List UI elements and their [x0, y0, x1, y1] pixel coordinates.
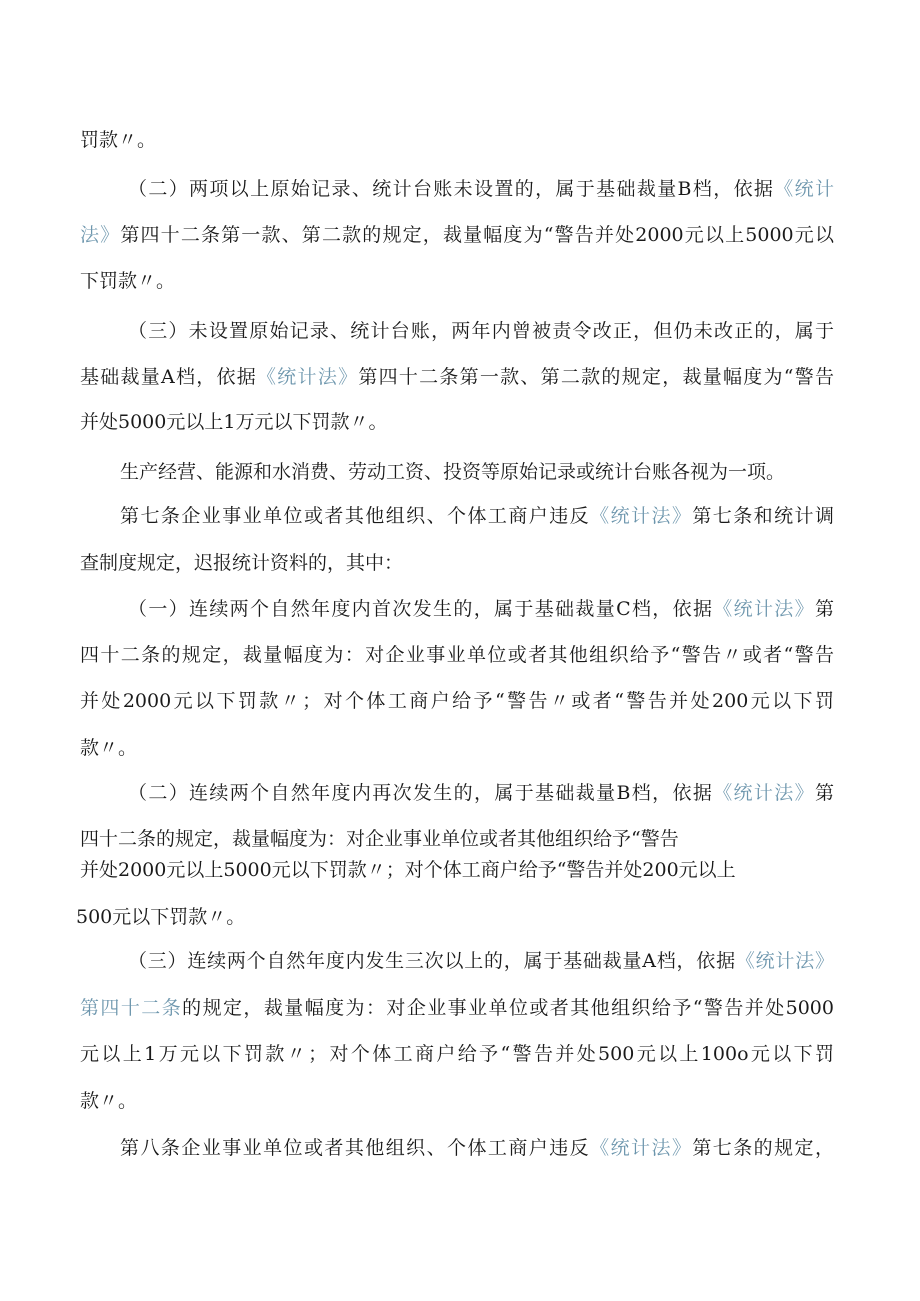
line-23: 第八条企业事业单位或者其他组织、个体工商户违反《统计法》第七条的规定，: [120, 1137, 834, 1159]
statute-link[interactable]: 《统计法》: [713, 598, 815, 620]
line-13: 并处2000元以下罚款〃；对个体工商户给予“警告〃或者“警告并处200元以下罚: [80, 690, 834, 712]
line-16: 四十二条的规定，裁量幅度为：对企业事业单位或者其他组织给予“警告: [80, 828, 679, 850]
line-11: （一）连续两个自然年度内首次发生的，属于基础裁量C档，依据《统计法》第: [128, 598, 834, 620]
line-12: 四十二条的规定，裁量幅度为：对企业事业单位或者其他组织给予“警告〃或者“警告: [80, 644, 834, 666]
line-15: （二）连续两个自然年度内再次发生的，属于基础裁量B档，依据《统计法》第: [128, 782, 834, 804]
line-20: 第四十二条的规定，裁量幅度为：对企业事业单位或者其他组织给予“警告并处5000: [80, 997, 834, 1019]
line-04: 下罚款〃。: [80, 270, 176, 292]
line-02: （二）两项以上原始记录、统计台账未设置的，属于基础裁量B档，依据《统计: [128, 178, 834, 200]
statute-link[interactable]: 《统计: [774, 178, 834, 200]
statute-link[interactable]: 《统计法》: [257, 366, 359, 388]
statute-link[interactable]: 法》: [80, 224, 121, 246]
line-07: 并处5000元以上1万元以下罚款〃。: [80, 411, 388, 433]
line-08: 生产经营、能源和水消费、劳动工资、投资等原始记录或统计台账各视为一项。: [120, 461, 786, 483]
statute-link[interactable]: 《统计法》: [713, 782, 815, 804]
statute-link[interactable]: 《统计法》: [590, 1137, 693, 1159]
line-17: 并处2000元以上5000元以下罚款〃；对个体工商户给予“警告并处200元以上: [80, 859, 736, 881]
statute-link[interactable]: 《统计法》: [590, 505, 693, 527]
line-03: 法》第四十二条第一款、第二款的规定，裁量幅度为“警告并处2000元以上5000元以: [80, 224, 834, 246]
line-10: 查制度规定，迟报统计资料的，其中：: [80, 552, 404, 574]
statute-link[interactable]: 第四十二条: [80, 997, 183, 1019]
line-22: 款〃。: [80, 1090, 138, 1112]
line-09: 第七条企业事业单位或者其他组织、个体工商户违反《统计法》第七条和统计调: [120, 505, 834, 527]
line-01: 罚款〃。: [80, 129, 157, 151]
line-21: 元以上1万元以下罚款〃；对个体工商户给予“警告并处500元以上100o元以下罚: [80, 1043, 834, 1065]
statute-link[interactable]: 《统计法》: [735, 950, 834, 972]
line-14: 款〃。: [80, 737, 138, 759]
line-06: 基础裁量A档，依据《统计法》第四十二条第一款、第二款的规定，裁量幅度为“警告: [80, 366, 834, 388]
line-05: （三）未设置原始记录、统计台账，两年内曾被责令改正，但仍未改正的，属于: [128, 320, 834, 342]
line-19: （三）连续两个自然年度内发生三次以上的，属于基础裁量A档，依据《统计法》: [128, 950, 834, 972]
line-18: 500元以下罚款〃。: [76, 906, 246, 928]
